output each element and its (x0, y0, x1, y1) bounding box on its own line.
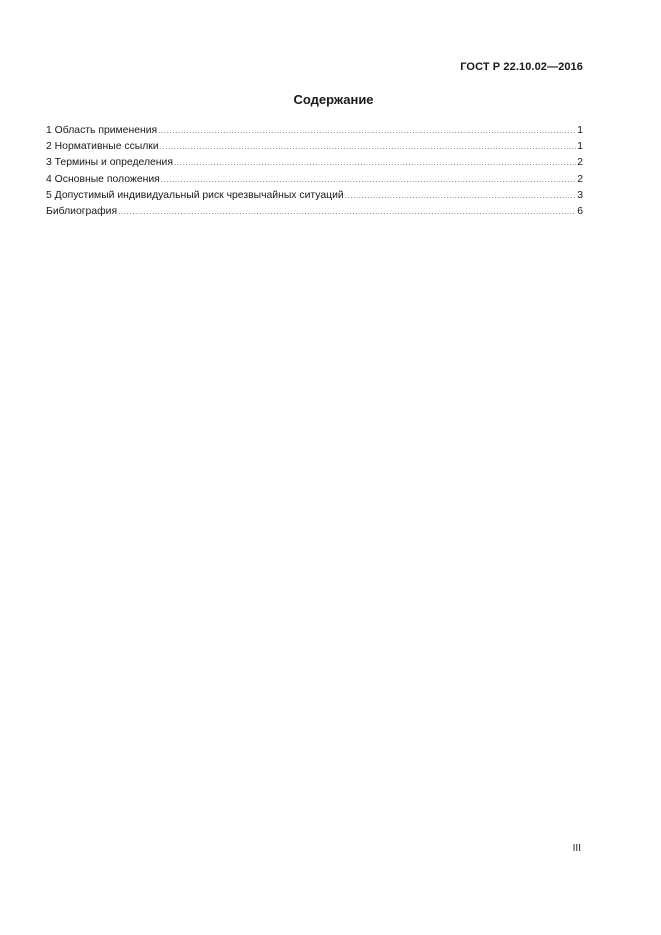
toc-entry-page: 2 (577, 157, 583, 169)
toc-entry-page: 6 (577, 205, 583, 217)
toc-entry-label: 2 Нормативные ссылки (46, 141, 159, 153)
toc-dot-leader (345, 188, 577, 204)
toc-entry-label: 4 Основные положения (46, 173, 160, 185)
toc-entry-label: Библиография (46, 205, 118, 217)
page-number: III (572, 843, 581, 854)
toc-entry-page: 1 (577, 141, 583, 153)
toc-dot-leader (118, 204, 576, 220)
toc-dot-leader (174, 155, 576, 171)
toc-entry[interactable] (46, 139, 583, 155)
toc-entry-page: 3 (577, 189, 583, 201)
toc-entry[interactable] (46, 172, 583, 188)
toc-entry[interactable] (46, 204, 583, 220)
toc-dot-leader (161, 172, 576, 188)
toc-entry[interactable] (46, 155, 583, 171)
toc-entry-page: 2 (577, 173, 583, 185)
table-of-contents (46, 123, 583, 220)
toc-entry[interactable] (46, 188, 583, 204)
toc-entry-page: 1 (577, 125, 583, 136)
toc-title: Содержание (293, 92, 374, 107)
toc-entry-label: 1 Область применения (46, 125, 158, 136)
toc-entry[interactable] (46, 123, 583, 139)
toc-entry-label: 5 Допустимый индивидуальный риск чрезвычайных ситуаций (46, 189, 344, 201)
toc-entry-label: 3 Термины и определения (46, 157, 173, 169)
document-code: ГОСТ Р 22.10.02—2016 (460, 61, 583, 73)
toc-dot-leader (158, 123, 576, 139)
toc-dot-leader (160, 139, 577, 155)
